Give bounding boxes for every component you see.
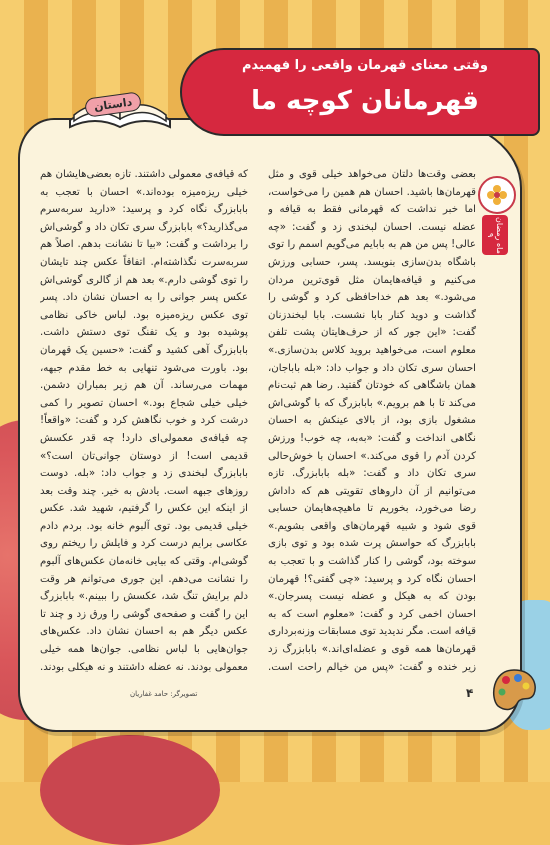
side-tag: ماه رمضان ۹ xyxy=(482,215,508,255)
text-column-left xyxy=(40,166,248,676)
illustrator-credit: تصویرگر: حامد غفاریان xyxy=(130,690,198,698)
paint-palette-icon xyxy=(488,666,540,714)
section-tag: داستان xyxy=(84,91,142,118)
page-number: ۴ xyxy=(466,686,474,700)
paragraph: بعضی وقت‌ها دلتان می‌خواهد خیلی قوی و مثل قهرمان‌ها باشید. احسان هم همین را می‌خواست، اما خبر نداشت که قهرمانی فقط به قیافه و عضله نیست. احسان لبخندی زد و گفت: «چه عالی! پس من هم به بابایم می‌گویم اسمم را توی باشگاه بدن‌سازی بنویسد. پسر، حسابی ورزش می‌کنیم و قیافه‌هایمان مثل قوی‌ترین مردان می‌شود.» بعد هم خداحافظی کرد و گوشی را گذاشت و دوید کنار بابا نشست. بابا لبخندزنان گفت: «این جور که از حرف‌هایتان پشت تلفن معلوم است، می‌خواهید بروید کلاس بدن‌سازی.» احسان سری تکان داد و جواب داد: «بله باباجان، همان باشگاهی که خودتان گفتید. رضا هم ثبت‌نام می‌کند تا با هم برویم.» بابابزرگ که با گوشی‌اش مشغول بازی بود، از بالای عینکش به احسان نگاهی انداخت و گفت: «به‌به، چه خوب! ورزش کردن آدم را قوی می‌کند.» احسان با خوش‌حالی سری تکان داد و گفت: «بله بابابزرگ. تازه می‌توانیم از آن داروهای تقویتی هم که داداش رضا می‌خورد، بخوریم تا ماهیچه‌هایمان حسابی قوی شود و شبیه قهرمان‌های واقعی بشویم.» بابابزرگ که حواسش پرت شده بود و توی بازی سوخته بود، گوشی را کنار گذاشت و با تعجب به احسان نگاه کرد و پرسید: «چی گفتی؟! قهرمان بودن که به هیکل و عضله نیست پسرجان.» احسان اخمی کرد و گفت: «معلوم است که به قیافه است. مگر ندیدید توی مسابقات وزنه‌برداری قهرمان‌ها همه قوی و عضله‌ای‌اند.» بابابزرگ زد زیر خنده و گفت: «پس من خیالم راحت است. xyxy=(268,169,476,673)
title-banner xyxy=(180,48,540,136)
decorative-blob-red-bottom xyxy=(40,735,220,845)
banner-subtitle: وقتی معنای قهرمان واقعی را فهمیدم xyxy=(241,58,488,73)
text-column-right xyxy=(268,166,476,676)
flower-icon xyxy=(478,176,516,214)
page-title: قهرمانان کوچه ما xyxy=(251,86,479,116)
paragraph: که قیافه‌ی معمولی داشتند. تازه بعضی‌هایشان هم خیلی ریزه‌میزه بوده‌اند.» احسان با تعجب به بابابزرگ نگاه کرد و پرسید: «دارید سربه‌سرم می‌گذارید؟» بابابزرگ سری تکان داد و گوشی‌اش را برداشت و گفت: «بیا تا نشانت بدهم. اصلاً هم سربه‌سرت نگذاشته‌ام. اتفاقاً عکس چند تایشان را توی گوشی دارم.» بعد هم از گالری گوشی‌اش عکس پسر جوانی را به احسان نشان داد. پسر توی عکس ریزه‌میزه بود. لباس خاکی نظامی پوشیده بود و یک تفنگ توی دستش داشت. بابابزرگ آهی کشید و گفت: «حسین یک قهرمان بود. باورت می‌شود تنهایی به خط مقدم جبهه، مهمات می‌رساند. آن هم زیر بمباران دشمن. خیلی خیلی شجاع بود.» احسان تصویر را کمی درشت کرد و خوب نگاهش کرد و گفت: «واقعاً! چه قیافه‌ی معمولی‌ای دارد! چه قدر عکسش قدیمی است! از دوستان جوانی‌تان است؟» بابابزرگ لبخندی زد و جواب داد: «بله. دوست روزهای جبهه است. یادش به خیر. چند وقت بعد از اینکه این عکس را گرفتیم، شهید شد. عکس خیلی قدیمی بود. توی آلبوم خانه بود. بردم دادم عکاسی برایم درست کرد و فایلش را ریختم روی گوشی‌ام. وقتی که بیایی خانه‌مان عکس‌های آلبوم را نشانت می‌دهم. این جوری می‌توانم هر وقت دلم برایش تنگ شد، عکسش را ببینم.» بابابزرگ این را گفت و صفحه‌ی گوشی را ورق زد و چند تا عکس دیگر هم به احسان نشان داد. عکس‌های جوان‌هایی با لباس نظامی. جوان‌ها همه خیلی معمولی بودند. نه عضله داشتند و نه هیکلی بودند. xyxy=(40,169,248,673)
